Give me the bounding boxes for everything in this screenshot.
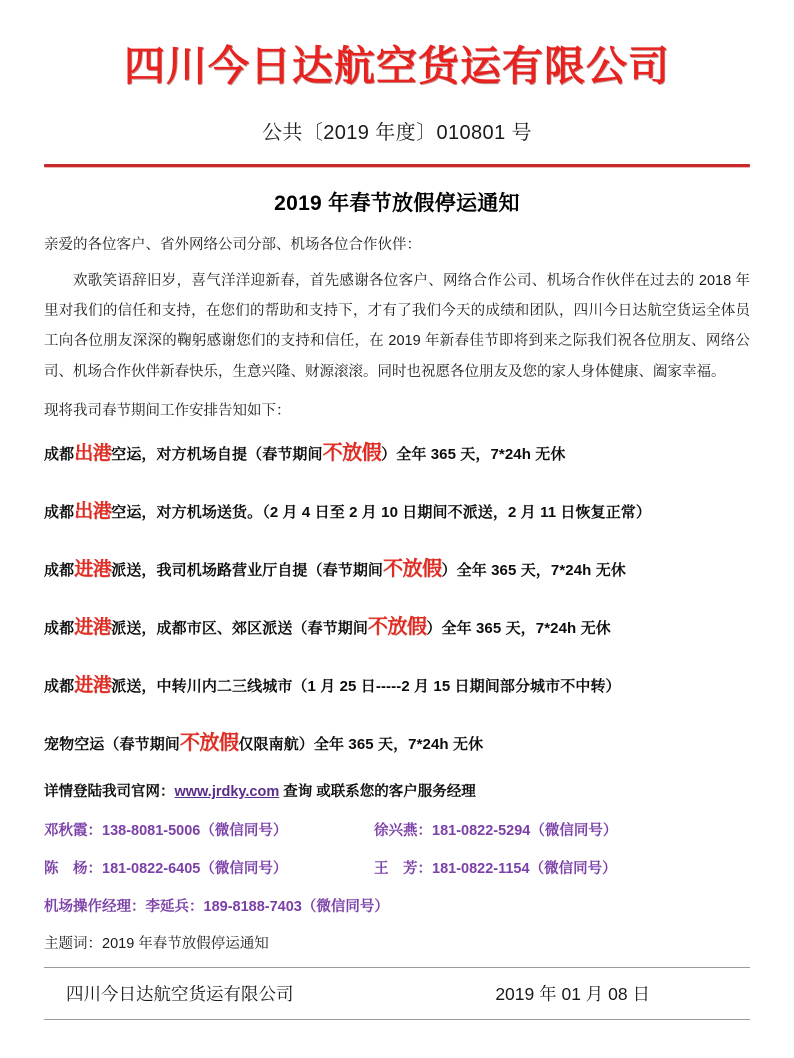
contact-phone: 181-0822-1154 <box>432 860 530 877</box>
contact-list <box>44 819 750 916</box>
website-suffix: 查询 或联系您的客户服务经理 <box>279 783 476 800</box>
contact-row <box>44 819 750 840</box>
contact-entry: 徐兴燕：181-0822-5294（微信同号） <box>374 822 618 839</box>
masthead <box>44 0 750 145</box>
contact-row <box>44 857 750 878</box>
service-suffix: ）全年 365 天，7*24h 无休 <box>426 619 611 637</box>
service-port-highlight: 进港 <box>74 674 112 696</box>
service-noholiday-highlight: 不放假 <box>367 615 427 638</box>
notice-title: 2019 年春节放假停运通知 <box>274 191 520 215</box>
service-line <box>44 497 750 526</box>
footer-bottom-rule <box>44 1019 750 1020</box>
subject-keyword-row: 主题词：2019 年春节放假停运通知 <box>44 935 269 952</box>
manager-note: （微信同号） <box>301 898 389 915</box>
service-line <box>44 729 750 758</box>
service-suffix: ）全年 365 天，7*24h 无休 <box>441 561 626 579</box>
website-row <box>44 780 750 801</box>
contact-phone: 181-0822-5294 <box>432 822 531 839</box>
website-prefix: 详情登陆我司官网： <box>44 783 175 800</box>
manager-role-label: 机场操作经理： <box>44 898 146 915</box>
contact-note: （微信同号） <box>530 822 618 839</box>
service-line <box>44 439 750 468</box>
contact-name: 徐兴燕 <box>374 822 418 839</box>
contact-entry: 陈 杨：181-0822-6405（微信同号） <box>44 860 288 877</box>
service-port-highlight: 进港 <box>74 558 112 580</box>
service-noholiday-highlight: 不放假 <box>322 441 382 464</box>
service-port-highlight: 进港 <box>74 616 112 638</box>
service-middle: 派送，成都市区、郊区派送（春节期间 <box>111 619 368 637</box>
service-line <box>44 671 750 700</box>
schedule-lead-in: 现将我司春节期间工作安排告知如下： <box>44 402 291 419</box>
service-middle: 派送，中转川内二三线城市（1 月 25 日-----2 月 15 日期间部分城市不中转） <box>111 677 621 695</box>
contact-phone: 138-8081-5006 <box>102 822 201 839</box>
contact-note: （微信同号） <box>200 822 288 839</box>
manager-phone: 189-8188-7403 <box>203 898 302 915</box>
service-port-highlight: 出港 <box>74 442 112 464</box>
service-prefix: 成都 <box>44 677 75 695</box>
contact-name: 邓秋霞 <box>44 822 88 839</box>
organization-title: 四川今日达航空货运有限公司 <box>124 43 670 89</box>
service-noholiday-highlight: 不放假 <box>383 557 442 580</box>
service-suffix: 仅限南航）全年 365 天，7*24h 无休 <box>238 735 484 753</box>
document-number: 公共〔2019 年度〕010801 号 <box>262 121 532 144</box>
red-divider-rule <box>44 164 750 167</box>
footer-row <box>44 968 750 1019</box>
service-prefix: 成都 <box>44 619 75 637</box>
contact-phone: 181-0822-6405 <box>102 860 201 877</box>
contact-entry: 邓秋霞：138-8081-5006（微信同号） <box>44 822 288 839</box>
service-line <box>44 613 750 642</box>
contact-name: 陈 杨 <box>44 860 88 877</box>
service-prefix: 成都 <box>44 503 75 521</box>
footer-issue-date: 2019 年 01 月 08 日 <box>495 983 650 1004</box>
service-prefix: 成都 <box>44 445 75 463</box>
service-middle: 空运，对方机场自提（春节期间 <box>111 445 323 463</box>
contact-note: （微信同号） <box>200 860 288 877</box>
service-prefix: 成都 <box>44 561 75 579</box>
service-list <box>44 439 750 758</box>
service-middle: 空运，对方机场送货。（2 月 4 日至 2 月 10 日期间不派送，2 月 11 日恢复正常） <box>111 503 652 521</box>
airport-operations-manager-row <box>44 895 750 916</box>
salutation: 亲爱的各位客户、省外网络公司分部、机场各位合作伙伴： <box>44 236 421 253</box>
body-paragraph: 欢歌笑语辞旧岁，喜气洋洋迎新春，首先感谢各位客户、网络合作公司、机场合作伙伴在过去的 2018 年里对我们的信任和支持，在您们的帮助和支持下，才有了我们今天的成绩和团队，四川今日达航空货运全体员工向各位朋友深深的鞠躬感谢您们的支持和信任，在 2019 年新春佳节即将到来之际我们祝各位朋友、网络公司、机场合作伙伴新春快乐，生意兴隆、财源滚滚。同时也祝愿各位朋友及您的家人身体健康、阖家幸福。 <box>44 273 750 380</box>
manager-name: 李延兵： <box>145 898 204 915</box>
service-noholiday-highlight: 不放假 <box>179 731 239 754</box>
contact-entry: 王 芳：181-0822-1154（微信同号） <box>374 860 617 877</box>
service-line <box>44 555 750 584</box>
service-port-highlight: 出港 <box>74 500 112 522</box>
contact-name: 王 芳 <box>374 860 418 877</box>
service-suffix: ）全年 365 天，7*24h 无休 <box>381 445 566 463</box>
service-middle: 派送，我司机场路营业厅自提（春节期间 <box>111 561 384 579</box>
service-prefix: 宠物空运（春节期间 <box>44 735 180 753</box>
company-website-link[interactable]: www.jrdky.com <box>174 783 280 800</box>
contact-note: （微信同号） <box>529 860 617 877</box>
footer-company-name: 四川今日达航空货运有限公司 <box>66 983 294 1004</box>
